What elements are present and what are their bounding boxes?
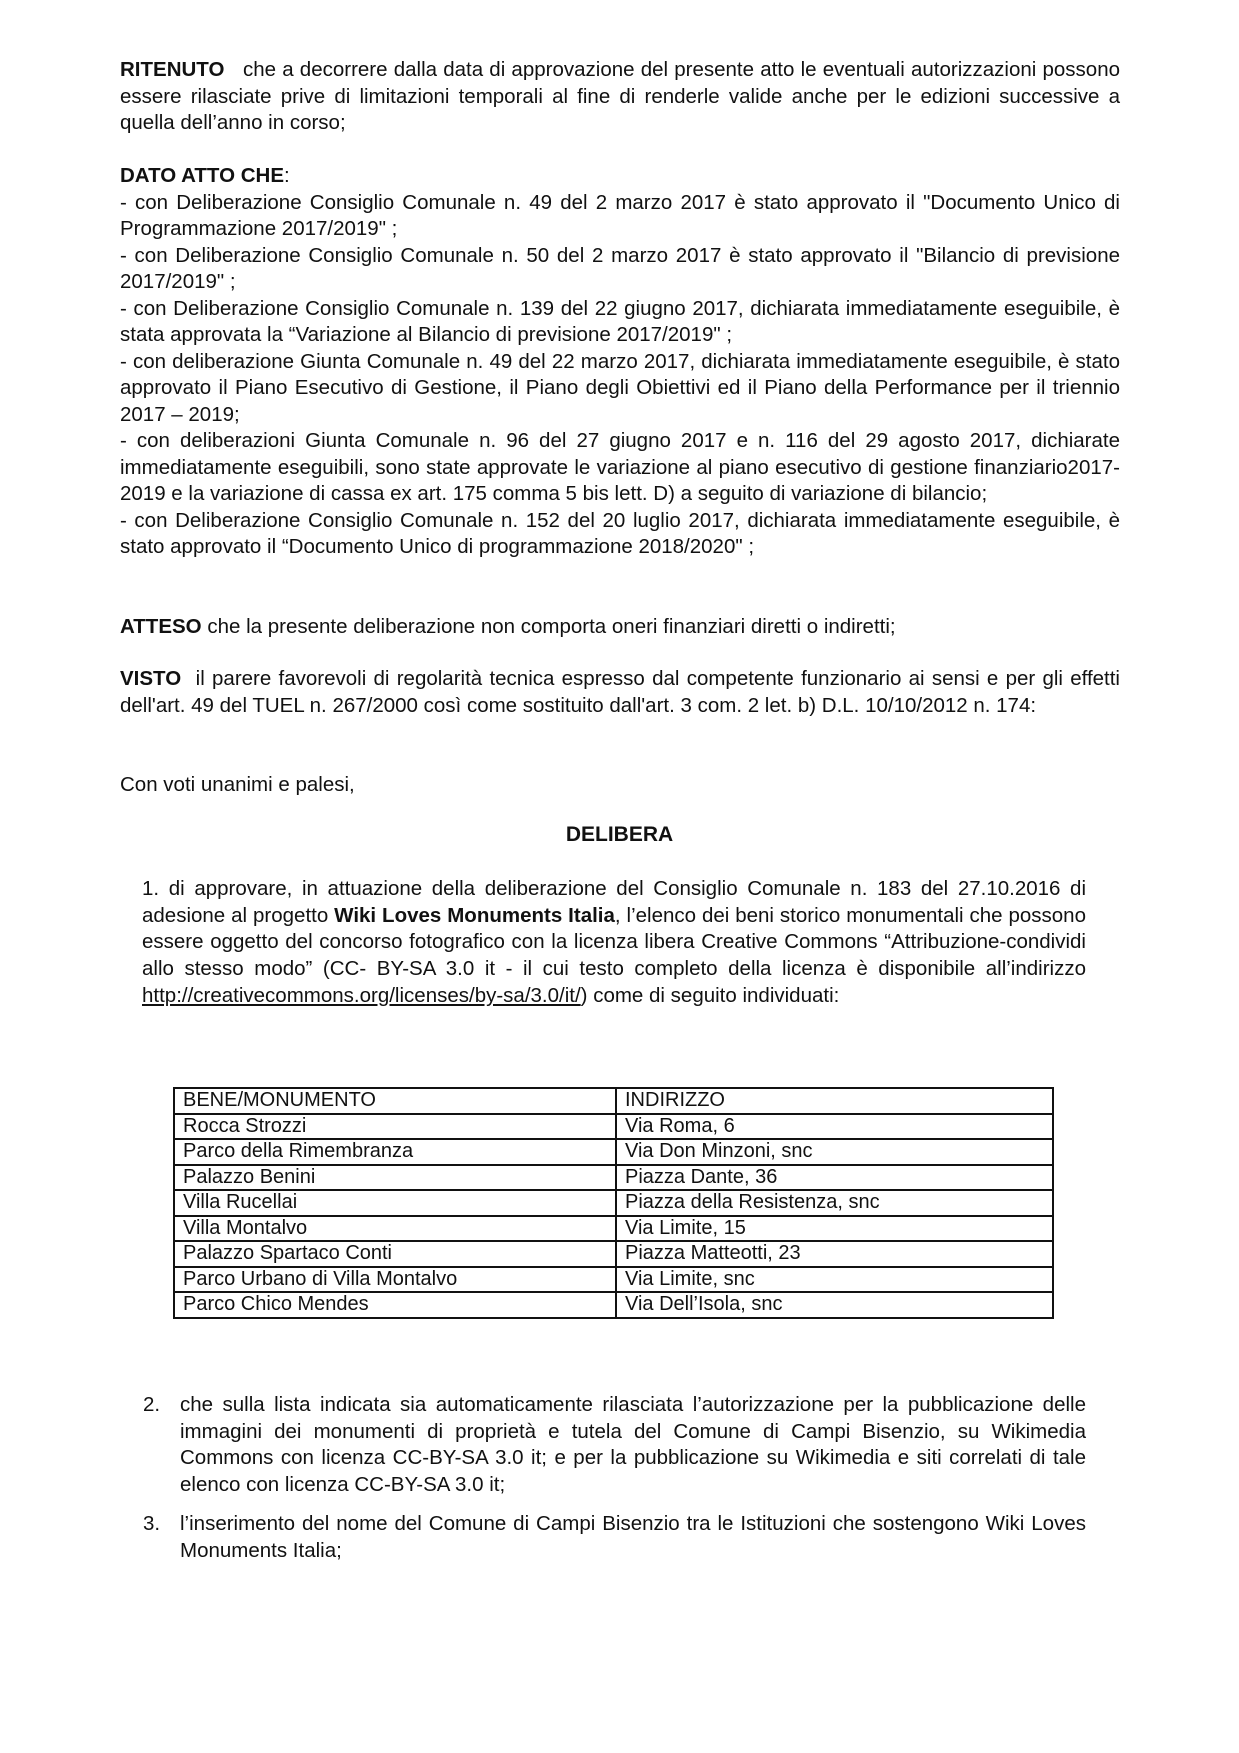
- ritenuto-label: RITENUTO: [120, 58, 225, 81]
- table-row: [174, 1216, 1053, 1242]
- dato-atto-label: DATO ATTO CHE: [120, 164, 284, 187]
- monument-cell: Villa Montalvo: [174, 1216, 616, 1242]
- table-row: [174, 1241, 1053, 1267]
- con-voti-paragraph: [120, 772, 1120, 799]
- project-name: Wiki Loves Monuments Italia: [334, 903, 615, 927]
- visto-text: il parere favorevoli di regolarità tecnica espresso dal competente funzionario ai sensi e per gli effetti dell'art. 49 del TUEL n. 267/2000 così come sostituito dall'art. 3 com. 2 let. b) D.L. 10/10/2012 n. 174:: [120, 667, 1120, 717]
- dato-atto-item: - con Deliberazione Consiglio Comunale n. 50 del 2 marzo 2017 è stato approvato il "Bilancio di previsione 2017/2019" ;: [120, 243, 1120, 293]
- visto-label: VISTO: [120, 667, 182, 690]
- table-row: [174, 1292, 1053, 1318]
- header-cell: BENE/MONUMENTO: [174, 1088, 616, 1114]
- item-text: , l’elenco dei beni storico monumentali che possono essere oggetto del concorso fotografico con la licenza libera Creative Commons “Attribuzione-condividi allo stesso modo” (CC- BY-SA 3.0 it - il cui testo completo della licenza è disponibile all’indirizzo: [142, 903, 1086, 981]
- item-number: 2.: [143, 1393, 161, 1416]
- dato-atto-colon: :: [284, 164, 290, 187]
- address-cell: Piazza Dante, 36: [616, 1165, 1053, 1191]
- address-cell: Piazza Matteotti, 23: [616, 1241, 1053, 1267]
- con-voti-text: Con voti unanimi e palesi,: [120, 773, 355, 796]
- address-cell: Via Roma, 6: [616, 1114, 1053, 1140]
- delibera-title: DELIBERA: [565, 823, 674, 846]
- dato-atto-item: - con Deliberazione Consiglio Comunale n. 139 del 22 giugno 2017, dichiarata immediatamente eseguibile, è stata approvata la “Variazione al Bilancio di previsione 2017/2019" ;: [120, 296, 1120, 346]
- header-cell: INDIRIZZO: [616, 1088, 1053, 1114]
- table-row: [174, 1190, 1053, 1216]
- delibera-heading: [0, 822, 1239, 848]
- address-cell: Via Limite, 15: [616, 1216, 1053, 1242]
- item-text: ) come di seguito individuati:: [580, 983, 840, 1007]
- item-number: 3.: [143, 1512, 161, 1535]
- item-text: di approvare, in attuazione della deliberazione del Consiglio Comunale n. 183 del 27.10.2016 di adesione al progetto: [142, 877, 1087, 927]
- ritenuto-paragraph: [120, 57, 1120, 137]
- dato-atto-item: - con Deliberazione Consiglio Comunale n. 152 del 20 luglio 2017, dichiarata immediatamente eseguibile, è stato approvato il “Documento Unico di programmazione 2018/2020" ;: [120, 508, 1120, 558]
- table-header-row: [174, 1088, 1053, 1114]
- address-cell: Via Dell’Isola, snc: [616, 1292, 1053, 1318]
- atteso-paragraph: [120, 614, 1120, 641]
- delibera-item-1: [142, 876, 1086, 1010]
- monument-cell: Palazzo Benini: [174, 1165, 616, 1191]
- delibera-item-3: [143, 1511, 1086, 1564]
- atteso-text: che la presente deliberazione non comporta oneri finanziari diretti o indiretti;: [201, 615, 896, 638]
- table-row: [174, 1267, 1053, 1293]
- item-text: che sulla lista indicata sia automaticamente rilasciata l’autorizzazione per la pubblicazione delle immagini dei monumenti di proprietà e tutela del Comune di Campi Bisenzio, su Wikimedia Commons con licenza CC-BY-SA 3.0 it; e per la pubblicazione su Wikimedia e siti correlati di tale elenco con licenza CC-BY-SA 3.0 it;: [180, 1393, 1086, 1497]
- table-row: [174, 1165, 1053, 1191]
- visto-paragraph: [120, 666, 1120, 719]
- license-link[interactable]: http://creativecommons.org/licenses/by-sa/3.0/it/: [142, 983, 581, 1007]
- monument-cell: Parco della Rimembranza: [174, 1139, 616, 1165]
- dato-atto-item: - con deliberazione Giunta Comunale n. 49 del 22 marzo 2017, dichiarata immediatamente eseguibile, è stato approvato il Piano Esecutivo di Gestione, il Piano degli Obiettivi ed il Piano della Performance per il triennio 2017 – 2019;: [120, 349, 1120, 426]
- monument-cell: Parco Urbano di Villa Montalvo: [174, 1267, 616, 1293]
- item-number: 1.: [142, 877, 160, 900]
- address-cell: Piazza della Resistenza, snc: [616, 1190, 1053, 1216]
- monument-cell: Villa Rucellai: [174, 1190, 616, 1216]
- table-row: [174, 1139, 1053, 1165]
- ritenuto-text: che a decorrere dalla data di approvazione del presente atto le eventuali autorizzazioni possono essere rilasciate prive di limitazioni temporali al fine di renderle valide anche per le edizioni successive a quella dell’anno in corso;: [120, 58, 1120, 134]
- item-text: l’inserimento del nome del Comune di Campi Bisenzio tra le Istituzioni che sostengono Wiki Loves Monuments Italia;: [180, 1512, 1086, 1562]
- dato-atto-section: [120, 163, 1120, 561]
- monument-cell: Parco Chico Mendes: [174, 1292, 616, 1318]
- address-cell: Via Limite, snc: [616, 1267, 1053, 1293]
- delibera-item-2: [143, 1392, 1086, 1499]
- monument-cell: Rocca Strozzi: [174, 1114, 616, 1140]
- address-cell: Via Don Minzoni, snc: [616, 1139, 1053, 1165]
- monument-cell: Palazzo Spartaco Conti: [174, 1241, 616, 1267]
- atteso-label: ATTESO: [120, 615, 202, 638]
- dato-atto-item: - con Deliberazione Consiglio Comunale n. 49 del 2 marzo 2017 è stato approvato il "Documento Unico di Programmazione 2017/2019" ;: [120, 190, 1120, 240]
- dato-atto-item: - con deliberazioni Giunta Comunale n. 96 del 27 giugno 2017 e n. 116 del 29 agosto 2017, dichiarate immediatamente eseguibili, sono state approvate le variazione al piano esecutivo di gestione finanziario2017-2019 e la variazione di cassa ex art. 175 comma 5 bis lett. D) a seguito di variazione di bilancio;: [120, 429, 1120, 505]
- table-row: [174, 1114, 1053, 1140]
- monuments-table: [173, 1087, 1054, 1319]
